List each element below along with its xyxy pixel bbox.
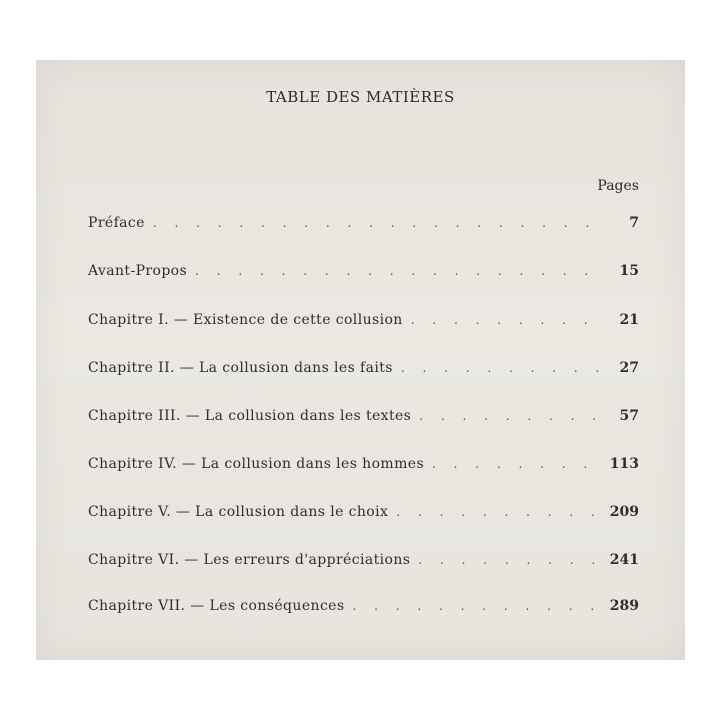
toc-entry (88, 215, 639, 237)
toc-entry (88, 504, 639, 526)
toc-entry (88, 552, 639, 574)
dot-leader (401, 361, 601, 375)
dot-leader (153, 216, 601, 230)
dot-leader (352, 599, 599, 613)
dot-leader (418, 553, 599, 567)
toc-entry-page: 289 (609, 598, 639, 614)
toc-entry-label: Chapitre V. — La collusion dans le choix (88, 504, 389, 520)
pages-column-header: Pages (597, 178, 639, 194)
toc-entry-label: Chapitre II. — La collusion dans les faits (88, 360, 393, 376)
toc-entry-label: Avant-Propos (88, 263, 188, 279)
toc-entry-page: 7 (629, 215, 639, 231)
toc-entry-page: 15 (619, 263, 639, 279)
toc-entry (88, 312, 639, 334)
page-title: TABLE DES MATIÈRES (266, 88, 455, 106)
toc-entry-label: Chapitre IV. — La collusion dans les hommes (88, 456, 425, 472)
toc-entry-label: Chapitre VII. — Les conséquences (88, 598, 345, 614)
toc-entry-page: 241 (609, 552, 639, 568)
toc-entry-page: 57 (619, 408, 639, 424)
toc-entry (88, 408, 639, 430)
dot-leader (419, 409, 601, 423)
dot-leader (396, 505, 599, 519)
dot-leader (195, 264, 601, 278)
toc-entry (88, 263, 639, 285)
toc-entry (88, 360, 639, 382)
toc-entry-label: Chapitre III. — La collusion dans les textes (88, 408, 412, 424)
toc-entry-page: 27 (619, 360, 639, 376)
toc-entry-label: Préface (88, 215, 145, 231)
toc-entry (88, 456, 639, 478)
dot-leader (411, 313, 601, 327)
toc-entry-page: 209 (609, 504, 639, 520)
book-page-photo (36, 60, 685, 660)
toc-entry-label: Chapitre VI. — Les erreurs d'appréciations (88, 552, 411, 568)
toc-entry-page: 113 (609, 456, 639, 472)
toc-entry-page: 21 (619, 312, 639, 328)
toc-entry (88, 598, 639, 620)
toc-entry-label: Chapitre I. — Existence de cette collusion (88, 312, 403, 328)
dot-leader (432, 457, 600, 471)
